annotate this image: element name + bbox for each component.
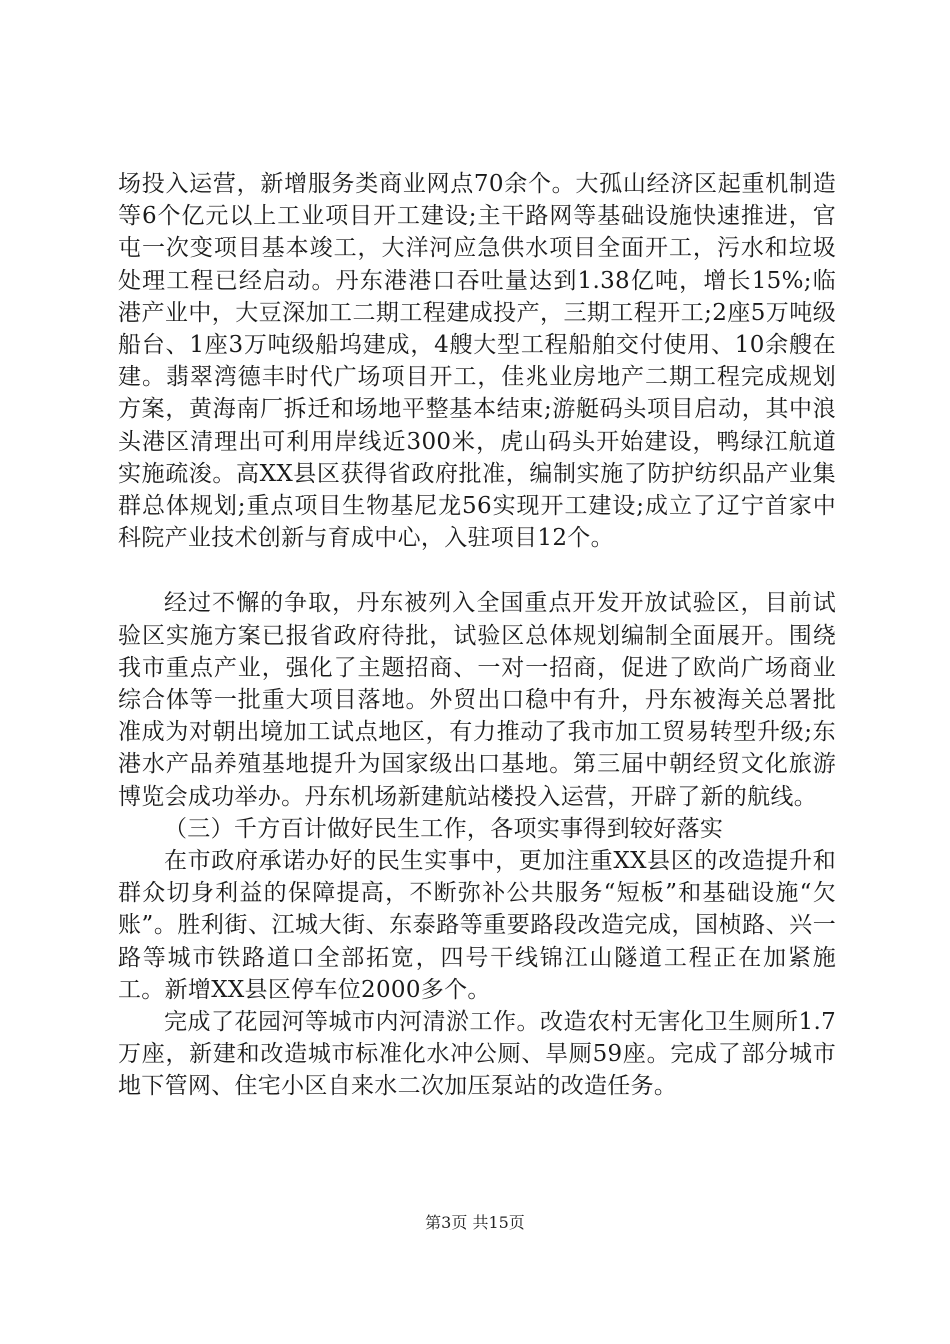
paragraph-4: 完成了花园河等城市内河清淤工作。改造农村无害化卫生厕所1.7万座，新建和改造城市标准化水冲公厕、旱厕59座。完成了部分城市地下管网、住宅小区自来水二次加压泵站的改造任务。 — [118, 1009, 836, 1100]
paragraph-3: 在市政府承诺办好的民生实事中，更加注重XX县区的改造提升和群众切身利益的保障提高，不断弥补公共服务“短板”和基础设施“欠账”。胜利街、江城大街、东泰路等重要路段改造完成，国桢路、兴一路等城市铁路道口全部拓宽，四号干线锦江山隧道工程正在加紧施工。新增XX县区停车位2000多个。 — [118, 848, 836, 1003]
paragraph-2: 经过不懈的争取，丹东被列入全国重点开发开放试验区，目前试验区实施方案已报省政府待批，试验区总体规划编制全面展开。围绕我市重点产业，强化了主题招商、一对一招商，促进了欧尚广场商业综合体等一批重大项目落地。外贸出口稳中有升，丹东被海关总署批准成为对朝出境加工试点地区，有力推动了我市加工贸易转型升级;东港水产品养殖基地提升为国家级出口基地。第三届中朝经贸文化旅游博览会成功举办。丹东机场新建航站楼投入运营，开辟了新的航线。 — [118, 590, 836, 810]
section-heading: （三）千方百计做好民生工作，各项实事得到较好落实 — [164, 815, 724, 842]
document-body — [118, 168, 836, 1103]
page-number-footer: 第3页 共15页 — [425, 1213, 525, 1232]
paragraph-1: 场投入运营，新增服务类商业网点70余个。大孤山经济区起重机制造等6个亿元以上工业项目开工建设;主干路网等基础设施快速推进，官屯一次变项目基本竣工，大洋河应急供水项目全面开工，污水和垃圾处理工程已经启动。丹东港港口吞吐量达到1.38亿吨，增长15%;临港产业中，大豆深加工二期工程建成投产，三期工程开工;2座5万吨级船台、1座3万吨级船坞建成，4艘大型工程船舶交付使用、10余艘在建。翡翠湾德丰时代广场项目开工，佳兆业房地产二期工程完成规划方案，黄海南厂拆迁和场地平整基本结束;游艇码头项目启动，其中浪头港区清理出可利用岸线近300米，虎山码头开始建设，鸭绿江航道实施疏浚。高XX县区获得省政府批准，编制实施了防护纺织品产业集群总体规划;重点项目生物基尼龙56实现开工建设;成立了辽宁首家中科院产业技术创新与育成中心，入驻项目12个。 — [118, 171, 836, 552]
